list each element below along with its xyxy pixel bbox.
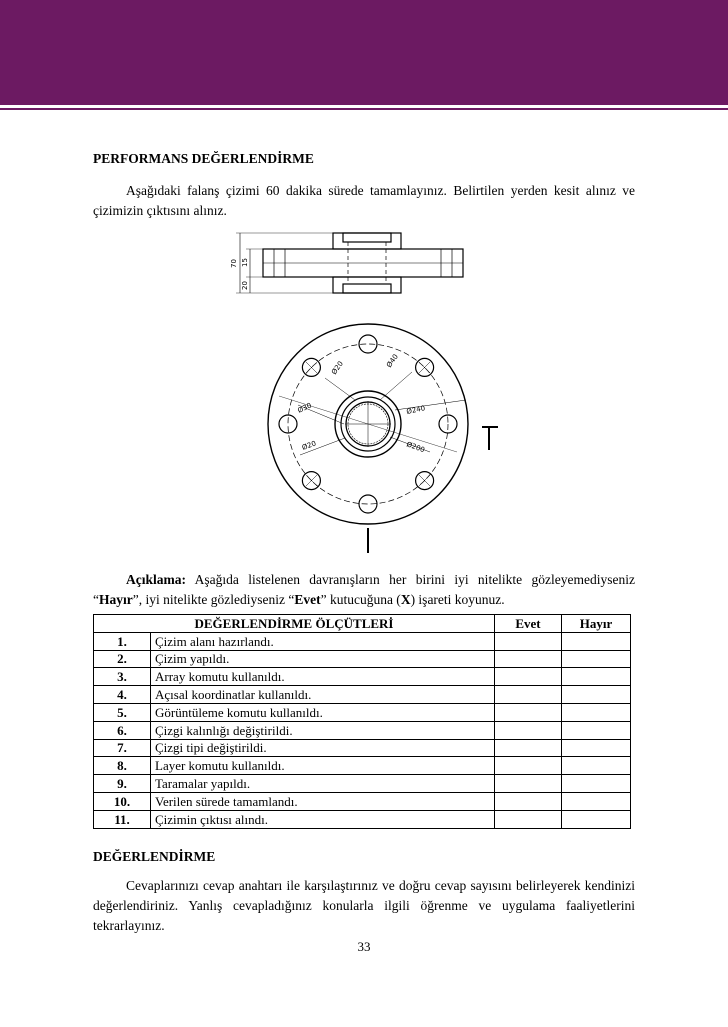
dim-top-2: Ø40	[385, 352, 400, 370]
evaluation-text	[93, 876, 635, 936]
row-criterion: Layer komutu kullanıldı.	[151, 757, 495, 775]
page-number: 33	[357, 939, 371, 954]
section-markers	[368, 427, 498, 553]
criteria-header: DEĞERLENDİRME ÖLÇÜTLERİ	[94, 615, 495, 633]
row-criterion: Çizim alanı hazırlandı.	[151, 632, 495, 650]
hayir-checkbox-cell[interactable]	[562, 775, 631, 793]
row-number: 11.	[94, 810, 151, 828]
evet-checkbox-cell[interactable]	[495, 686, 562, 704]
hayir-checkbox-cell[interactable]	[562, 686, 631, 704]
explanation-paragraph	[93, 570, 635, 610]
table-row	[94, 632, 631, 650]
explanation-x: X	[400, 592, 411, 607]
table-row	[94, 650, 631, 668]
evaluation-heading: DEĞERLENDİRME	[93, 849, 216, 864]
evet-header: Evet	[495, 615, 562, 633]
row-criterion: Çizim yapıldı.	[151, 650, 495, 668]
row-criterion: Çizgi kalınlığı değiştirildi.	[151, 721, 495, 739]
row-criterion: Çizgi tipi değiştirildi.	[151, 739, 495, 757]
dim-top-4: Ø240	[405, 404, 426, 416]
instruction-text: Aşağıdaki falanş çizimi 60 dakika sürede tamamlayınız. Belirtilen yerden kesit alınız ve çizimizin çıktısını alınız.	[93, 183, 635, 218]
dim-side-70: 70	[230, 259, 238, 268]
evet-checkbox-cell[interactable]	[495, 632, 562, 650]
evet-checkbox-cell[interactable]	[495, 739, 562, 757]
row-number: 8.	[94, 757, 151, 775]
dim-side-15: 15	[241, 258, 249, 267]
evaluation-body: Cevaplarınızı cevap anahtarı ile karşılaştırınız ve doğru cevap sayısını belirleyerek kendinizi değerlendiriniz. Yanlış cevapladığınız konularla ilgili öğrenme ve uygulama faaliyetlerini tekrarlayınız.	[93, 878, 635, 933]
row-criterion: Çizimin çıktısı alındı.	[151, 810, 495, 828]
dim-top-1: Ø20	[330, 359, 345, 377]
row-number: 9.	[94, 775, 151, 793]
table-row	[94, 810, 631, 828]
dim-top-3: Ø30	[296, 401, 313, 415]
explanation-text-2: ”, iyi nitelikte gözlediyseniz “	[132, 592, 295, 607]
row-number: 5.	[94, 703, 151, 721]
row-number: 4.	[94, 686, 151, 704]
hayir-checkbox-cell[interactable]	[562, 757, 631, 775]
evet-checkbox-cell[interactable]	[495, 668, 562, 686]
hayir-checkbox-cell[interactable]	[562, 632, 631, 650]
explanation-text-1: Aşağıda listelenen davranışların her birini iyi nitelikte gözleyemediyseniz “	[93, 572, 635, 607]
row-number: 2.	[94, 650, 151, 668]
performance-heading: PERFORMANS DEĞERLENDİRME	[93, 151, 314, 166]
row-criterion: Taramalar yapıldı.	[151, 775, 495, 793]
hayir-checkbox-cell[interactable]	[562, 703, 631, 721]
evet-checkbox-cell[interactable]	[495, 810, 562, 828]
table-row	[94, 757, 631, 775]
row-criterion: Açısal koordinatlar kullanıldı.	[151, 686, 495, 704]
row-number: 3.	[94, 668, 151, 686]
row-number: 1.	[94, 632, 151, 650]
row-criterion: Array komutu kullanıldı.	[151, 668, 495, 686]
row-criterion: Görüntüleme komutu kullanıldı.	[151, 703, 495, 721]
criteria-table	[93, 614, 631, 829]
explanation-label: Açıklama:	[126, 572, 186, 587]
hayir-checkbox-cell[interactable]	[562, 721, 631, 739]
flange-side-view	[236, 233, 463, 293]
hayir-checkbox-cell[interactable]	[562, 810, 631, 828]
table-row	[94, 739, 631, 757]
explanation-evet: Evet	[294, 592, 321, 607]
hayir-checkbox-cell[interactable]	[562, 739, 631, 757]
evet-checkbox-cell[interactable]	[495, 721, 562, 739]
evet-checkbox-cell[interactable]	[495, 650, 562, 668]
dim-top-5: Ø200	[405, 440, 426, 455]
table-row	[94, 775, 631, 793]
table-row	[94, 703, 631, 721]
hayir-checkbox-cell[interactable]	[562, 650, 631, 668]
hayir-checkbox-cell[interactable]	[562, 668, 631, 686]
explanation-text-4: ) işareti koyunuz.	[410, 592, 505, 607]
table-row	[94, 686, 631, 704]
hayir-header: Hayır	[562, 615, 631, 633]
table-row	[94, 668, 631, 686]
evet-checkbox-cell[interactable]	[495, 792, 562, 810]
flange-top-view	[268, 324, 468, 524]
explanation-text-3: ” kutucuğuna (	[320, 592, 401, 607]
table-row	[94, 792, 631, 810]
dim-side-20: 20	[241, 281, 249, 290]
row-criterion: Verilen sürede tamamlandı.	[151, 792, 495, 810]
evet-checkbox-cell[interactable]	[495, 757, 562, 775]
row-number: 7.	[94, 739, 151, 757]
dim-top-6: Ø20	[300, 439, 318, 452]
row-number: 10.	[94, 792, 151, 810]
hayir-checkbox-cell[interactable]	[562, 792, 631, 810]
evet-checkbox-cell[interactable]	[495, 703, 562, 721]
row-number: 6.	[94, 721, 151, 739]
evet-checkbox-cell[interactable]	[495, 775, 562, 793]
explanation-hayir: Hayır	[99, 592, 133, 607]
table-row	[94, 721, 631, 739]
